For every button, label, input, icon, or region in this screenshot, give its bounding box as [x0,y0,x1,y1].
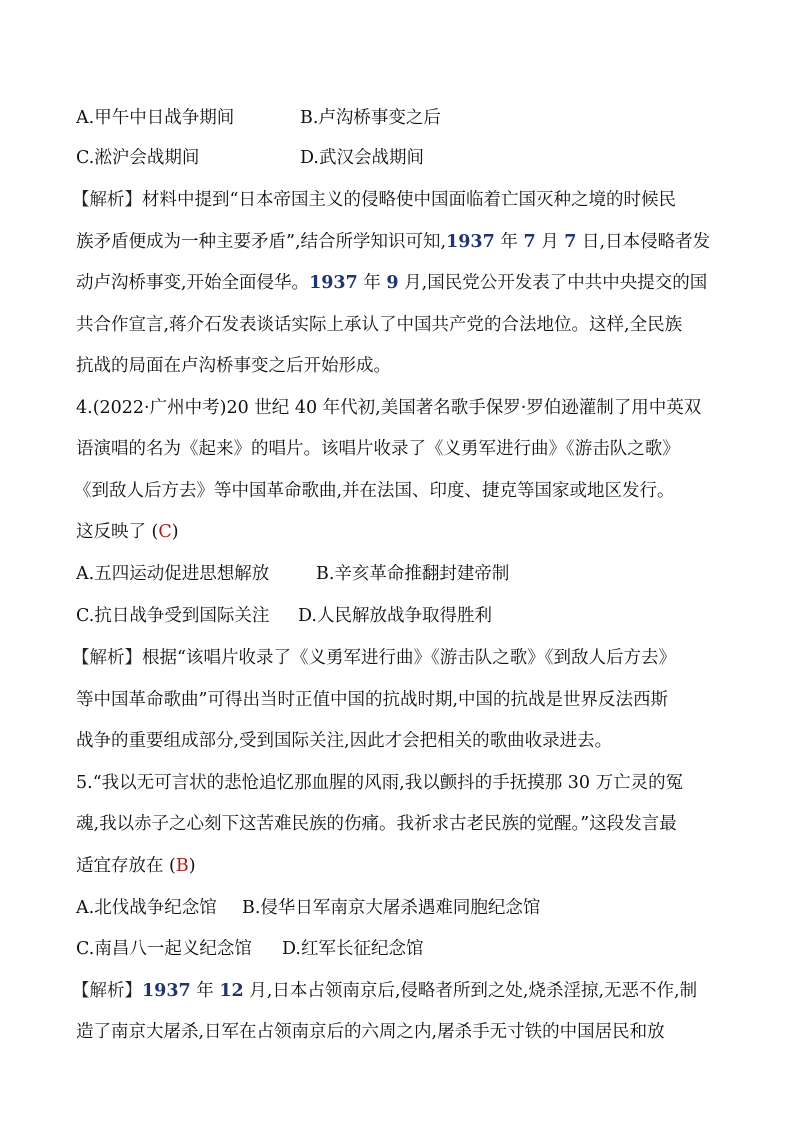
analysis-tag: 【解析】 [72,190,142,210]
q3-analysis-line-1: 【解析】材料中提到“日本帝国主义的侵略使中国面临着亡国灭种之境的时候民 [72,190,676,210]
q5-option-a: A.北伐战争纪念馆 [76,898,217,918]
analysis-tag: 【解析】 [72,648,142,668]
q5-option-c: C.南昌八一起义纪念馆 [76,939,252,959]
q3-options-ab [76,108,441,128]
q3-analysis-line-2: 族矛盾便成为一种主要矛盾”,结合所学知识可知,1937 年 7 月 7 日,日本侵略者发 [76,232,711,252]
q3-options-cd [76,148,424,168]
q4-option-d: D.人民解放战争取得胜利 [298,606,492,626]
q4-options-ab [76,564,509,584]
analysis-tag: 【解析】 [72,981,142,1001]
q4-stem-line-1: 4.(2022·广州中考)20 世纪 40 年代初,美国著名歌手保罗·罗伯逊灌制了用中英双 [76,398,702,418]
q4-option-a: A.五四运动促进思想解放 [76,564,270,584]
q5-options-ab [76,898,540,918]
q3-option-d: D.武汉会战期间 [300,148,424,168]
q5-analysis-line-1: 【解析】1937 年 12 月,日本占领南京后,侵略者所到之处,烧杀淫掠,无恶不作,制 [72,981,698,1001]
q3-option-c: C.淞沪会战期间 [76,148,200,168]
q4-analysis-line-3: 战争的重要组成部分,受到国际关注,因此才会把相关的歌曲收录进去。 [76,731,613,751]
q3-analysis-line-4: 共合作宣言,蒋介石发表谈话实际上承认了中国共产党的合法地位。这样,全民族 [76,315,683,335]
q3-analysis-line-3: 动卢沟桥事变,开始全面侵华。1937 年 9 月,国民党公开发表了中共中央提交的国 [76,273,708,293]
q5-stem-line-2: 魂,我以赤子之心刻下这苦难民族的伤痛。我祈求古老民族的觉醒。”这段发言最 [76,814,677,834]
q3-option-a: A.甲午中日战争期间 [76,108,235,128]
q5-stem-line-3: 适宜存放在 (B) [76,856,196,876]
q4-options-cd [76,606,492,626]
q3-option-b: B.卢沟桥事变之后 [300,108,441,128]
q4-stem-line-3: 《到敌人后方去》等中国革命歌曲,并在法国、印度、捷克等国家或地区发行。 [74,481,675,501]
q4-option-b: B.辛亥革命推翻封建帝制 [316,564,510,584]
q4-analysis-line-2: 等中国革命歌曲”可得出当时正值中国的抗战时期,中国的抗战是世界反法西斯 [76,690,669,710]
q3-analysis-line-5: 抗战的局面在卢沟桥事变之后开始形成。 [76,356,391,376]
q5-analysis-line-2: 造了南京大屠杀,日军在占领南京后的六周之内,屠杀手无寸铁的中国居民和放 [76,1022,665,1042]
q4-stem-line-2: 语演唱的名为《起来》的唱片。该唱片收录了《义勇军进行曲》《游击队之歌》 [76,439,680,459]
q4-option-c: C.抗日战争受到国际关注 [76,606,270,626]
q5-answer: B [175,856,189,876]
q4-answer: C [158,522,172,542]
q4-stem-line-4: 这反映了 (C) [76,522,179,542]
q5-option-b: B.侵华日军南京大屠杀遇难同胞纪念馆 [242,898,541,918]
q5-option-d: D.红军长征纪念馆 [282,939,424,959]
q4-analysis-line-1: 【解析】根据“该唱片收录了《义勇军进行曲》《游击队之歌》《到敌人后方去》 [72,648,676,668]
q5-options-cd [76,939,423,959]
q5-stem-line-1: 5.“我以无可言状的悲怆追忆那血腥的风雨,我以颤抖的手抚摸那 30 万亡灵的冤 [76,773,684,793]
